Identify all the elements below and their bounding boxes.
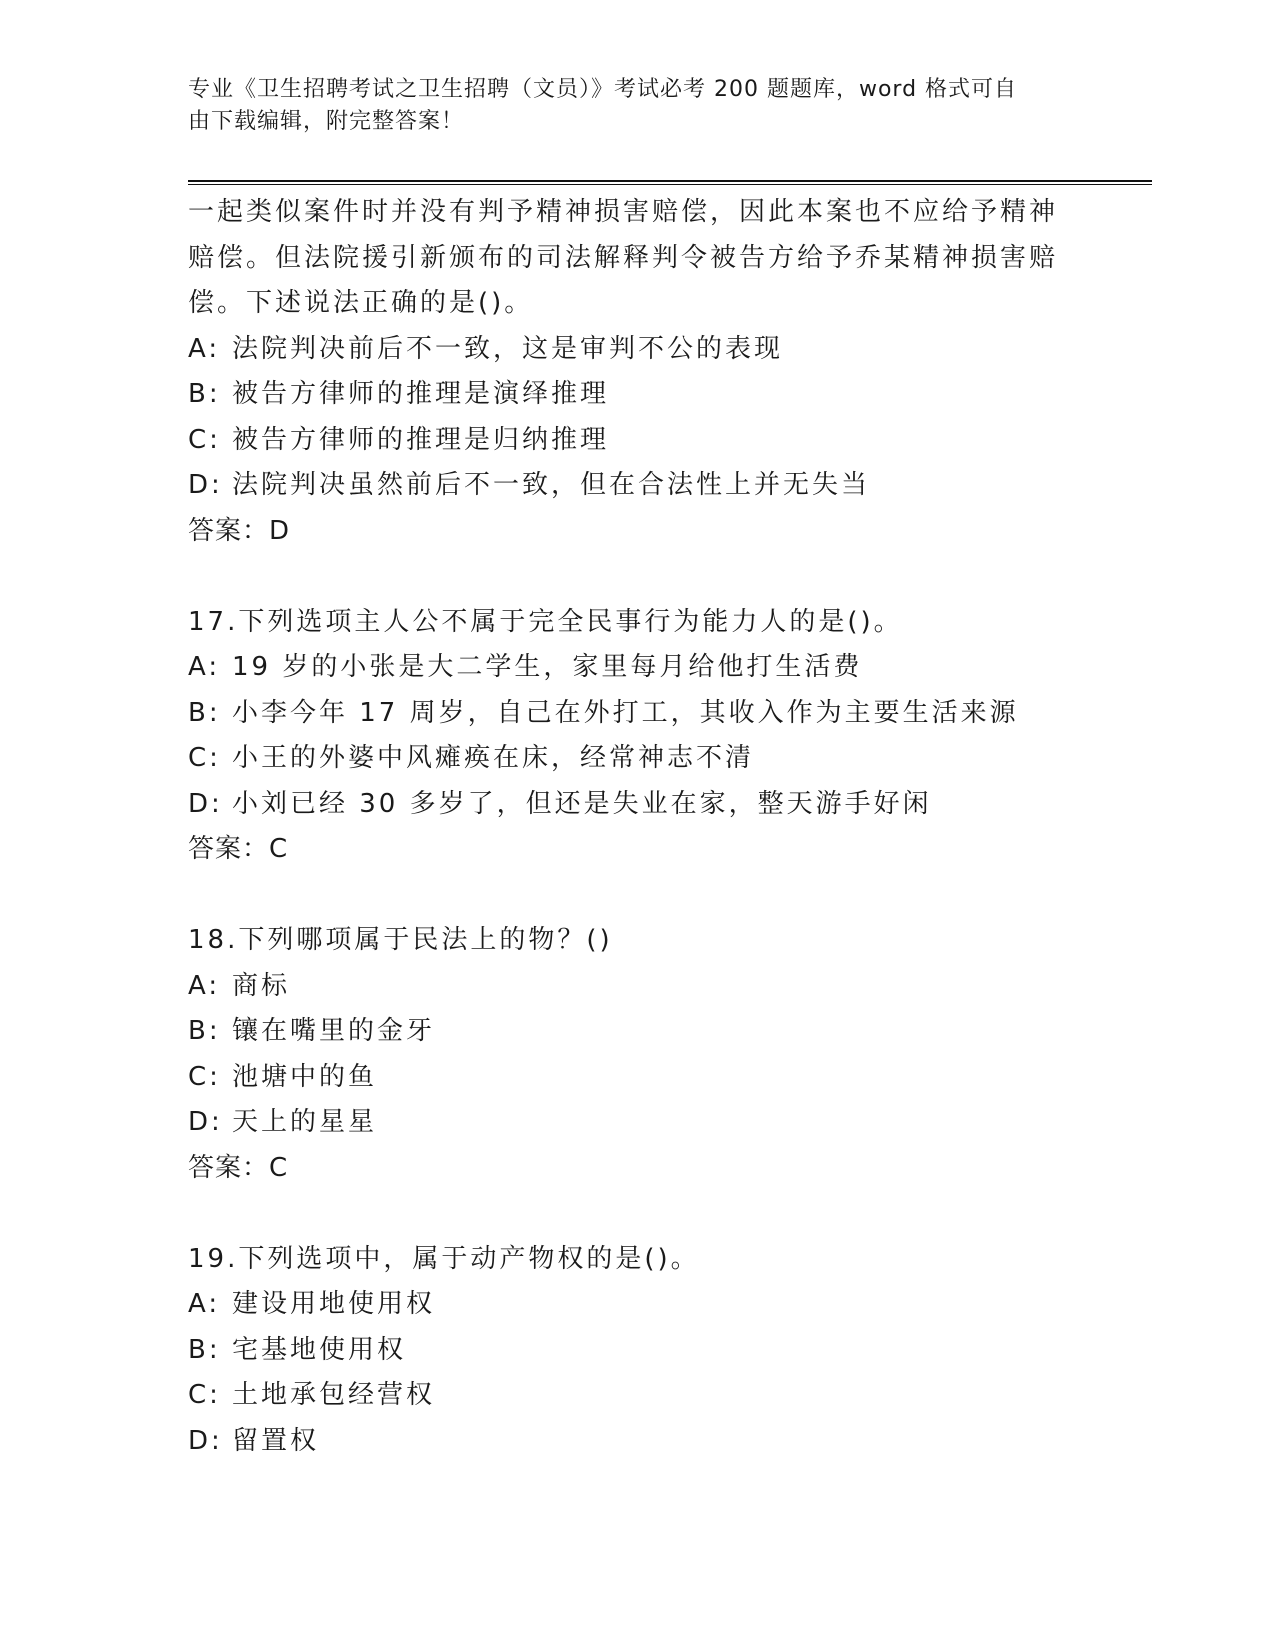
option-letter: D:	[188, 470, 223, 500]
question-18-answer: 答案：C	[188, 1152, 289, 1183]
question-16-text-line: 偿。下述说法正确的是()。	[188, 288, 534, 318]
question-18	[188, 918, 1088, 1191]
spacer	[188, 873, 1088, 919]
question-19-stem: 19.下列选项中，属于动产物权的是()。	[188, 1243, 700, 1274]
option-letter: A:	[188, 333, 221, 364]
option-text: 被告方律师的推理是演绎推理	[232, 379, 610, 409]
option-text: 法院判决虽然前后不一致，但在合法性上并无失当	[232, 470, 871, 500]
question-16	[188, 190, 1088, 554]
question-17-option-c	[188, 736, 1088, 782]
question-16-option-d	[188, 463, 1088, 509]
option-text: 土地承包经营权	[232, 1380, 436, 1410]
option-text: 宅基地使用权	[232, 1334, 407, 1365]
header-title-line-1: 专业《卫生招聘考试之卫生招聘（文员）》考试必考 200 题题库，word 格式可自	[188, 77, 1018, 102]
option-letter: A:	[188, 652, 221, 682]
option-letter: B:	[188, 1334, 221, 1365]
question-17-option-d	[188, 782, 1088, 828]
question-16-text-line: 赔偿。但法院援引新颁布的司法解释判令被告方给予乔某精神损害赔	[188, 242, 1059, 273]
option-letter: B:	[188, 379, 221, 409]
option-letter: C:	[188, 1380, 221, 1410]
option-letter: A:	[188, 1289, 221, 1319]
option-letter: A:	[188, 970, 221, 1001]
option-letter: C:	[188, 424, 221, 455]
question-19-option-b	[188, 1328, 1088, 1374]
question-17-option-b	[188, 691, 1088, 737]
question-18-option-c	[188, 1055, 1088, 1101]
question-19	[188, 1237, 1088, 1465]
question-18-option-b	[188, 1009, 1088, 1055]
spacer	[188, 554, 1088, 600]
question-18-option-d	[188, 1100, 1088, 1146]
option-text: 商标	[232, 970, 291, 1001]
header-title-line-2: 由下载编辑，附完整答案！	[188, 109, 465, 134]
option-letter: D:	[188, 788, 223, 819]
option-letter: C:	[188, 1061, 221, 1092]
option-text: 留置权	[232, 1425, 320, 1456]
option-text: 小李今年 17 周岁，自己在外打工，其收入作为主要生活来源	[232, 697, 1019, 728]
question-16-option-a	[188, 327, 1088, 373]
document-header	[188, 74, 1068, 138]
question-18-stem: 18.下列哪项属于民法上的物？()	[188, 925, 613, 955]
option-letter: B:	[188, 1016, 221, 1046]
question-17-answer: 答案：C	[188, 834, 289, 864]
header-divider	[188, 180, 1152, 185]
question-16-text-line: 一起类似案件时并没有判予精神损害赔偿，因此本案也不应给予精神	[188, 197, 1059, 227]
option-letter: D:	[188, 1425, 223, 1456]
option-letter: D:	[188, 1107, 223, 1137]
question-19-option-d	[188, 1419, 1088, 1465]
question-16-answer: 答案：D	[188, 515, 291, 546]
option-text: 小刘已经 30 多岁了，但还是失业在家，整天游手好闲	[232, 788, 932, 819]
option-text: 法院判决前后不一致，这是审判不公的表现	[232, 333, 784, 364]
option-letter: C:	[188, 743, 221, 773]
question-17-option-a	[188, 645, 1088, 691]
option-letter: B:	[188, 697, 221, 728]
question-18-option-a	[188, 964, 1088, 1010]
question-list	[188, 190, 1088, 1464]
spacer	[188, 1191, 1088, 1237]
option-text: 镶在嘴里的金牙	[232, 1016, 436, 1046]
question-17	[188, 600, 1088, 873]
option-text: 池塘中的鱼	[232, 1061, 378, 1092]
option-text: 天上的星星	[232, 1107, 378, 1137]
question-16-option-b	[188, 372, 1088, 418]
question-19-option-c	[188, 1373, 1088, 1419]
option-text: 19 岁的小张是大二学生，家里每月给他打生活费	[232, 652, 863, 682]
option-text: 小王的外婆中风瘫痪在床，经常神志不清	[232, 743, 755, 773]
option-text: 被告方律师的推理是归纳推理	[232, 424, 610, 455]
question-19-option-a	[188, 1282, 1088, 1328]
question-17-stem: 17.下列选项主人公不属于完全民事行为能力人的是()。	[188, 606, 903, 637]
question-16-option-c	[188, 418, 1088, 464]
option-text: 建设用地使用权	[232, 1289, 436, 1319]
